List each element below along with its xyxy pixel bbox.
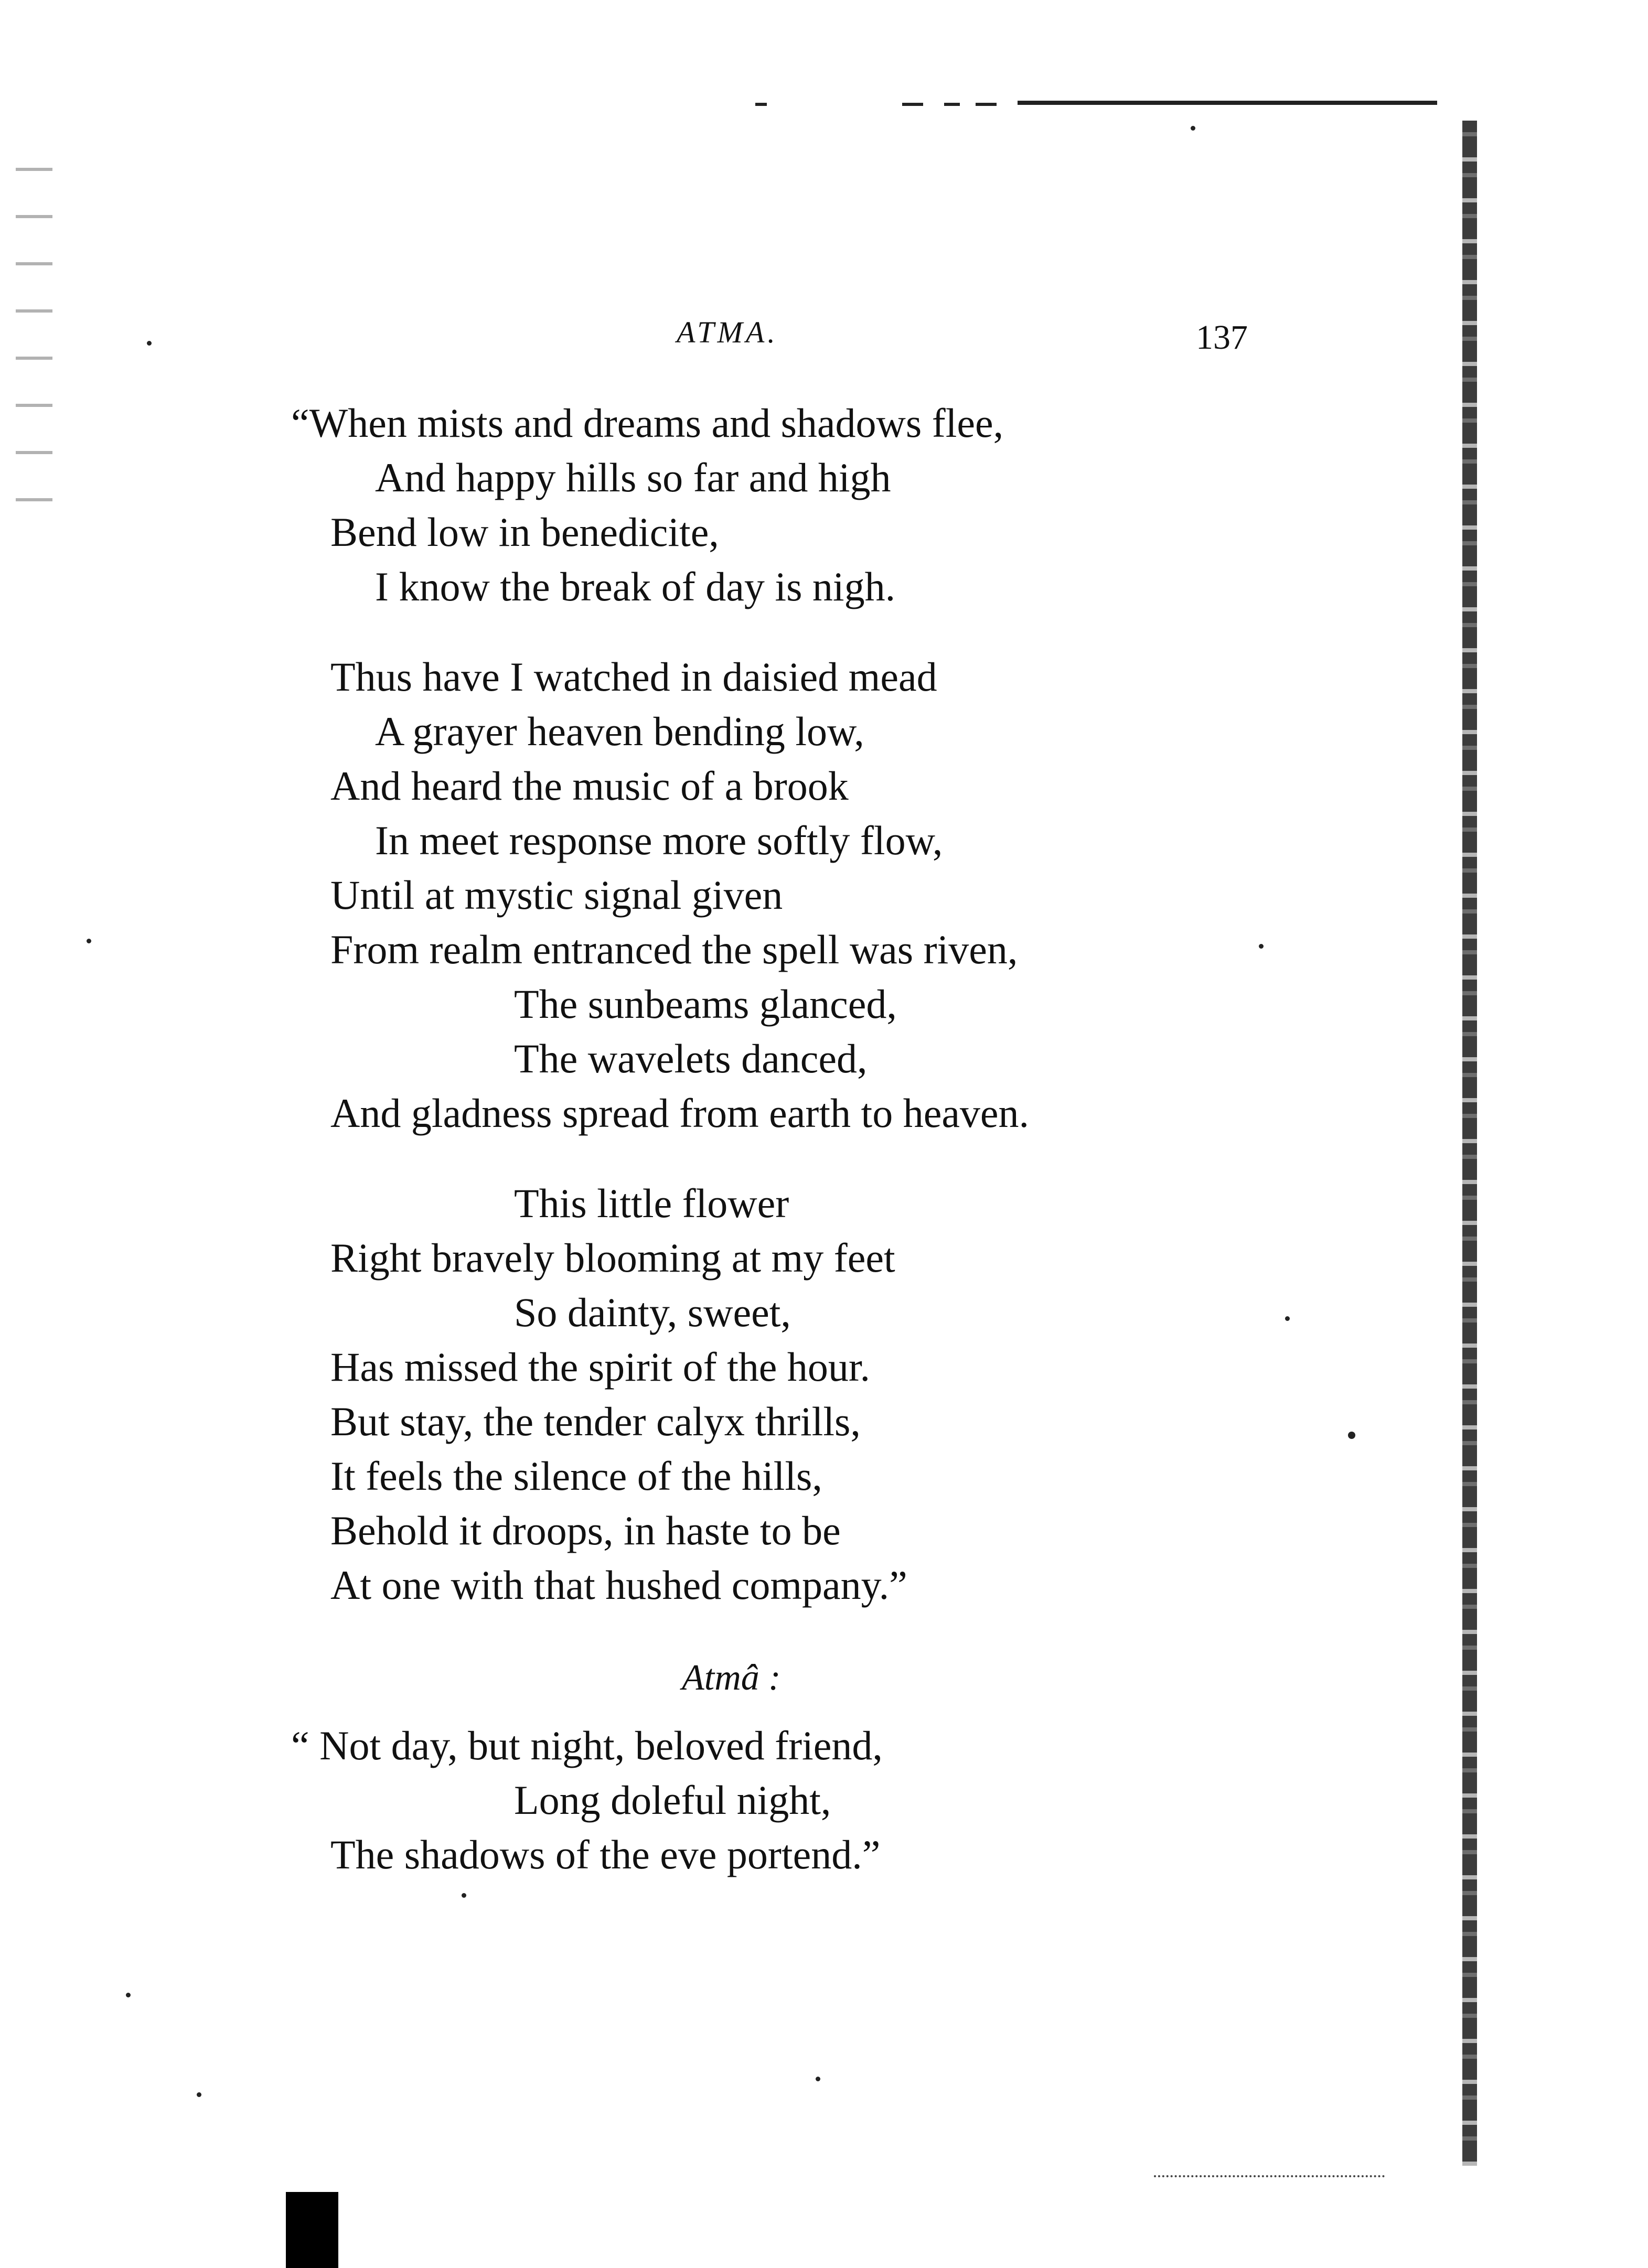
page-number: 137	[1196, 318, 1248, 357]
poem-line: “ Not day, but night, beloved friend,	[291, 1723, 883, 1768]
poem-line: The wavelets danced,	[514, 1036, 868, 1081]
poem-line: The shadows of the eve portend.”	[330, 1832, 881, 1877]
poem-line: Bend low in benedicite,	[330, 509, 719, 555]
poem-line: Until at mystic signal given	[330, 872, 783, 918]
poem-line: And happy hills so far and high	[375, 455, 891, 500]
poem-line: It feels the silence of the hills,	[330, 1453, 822, 1499]
poem-line: Has missed the spirit of the hour.	[330, 1344, 871, 1390]
poem-line: Right bravely blooming at my feet	[330, 1235, 895, 1281]
poem-line: A grayer heaven bending low,	[375, 708, 864, 754]
poem-line: Long doleful night,	[514, 1777, 831, 1823]
poem-line: And gladness spread from earth to heaven.	[330, 1090, 1030, 1136]
poem-line: Behold it droops, in haste to be	[330, 1508, 841, 1553]
poem-line: “When mists and dreams and shadows flee,	[291, 400, 1004, 446]
poem-line: So dainty, sweet,	[514, 1289, 791, 1335]
poem-line: In meet response more softly flow,	[375, 818, 943, 863]
poem-line: At one with that hushed company.”	[330, 1562, 907, 1608]
running-title: ATMA.	[677, 315, 778, 349]
poem-line: I know the break of day is nigh.	[375, 564, 896, 609]
speaker-label: Atmâ :	[682, 1658, 781, 1698]
poem-line: This little flower	[514, 1180, 789, 1226]
poem-line: From realm entranced the spell was riven,	[330, 927, 1018, 972]
poem-line: Thus have I watched in daisied mead	[330, 654, 937, 700]
poem-line: And heard the music of a brook	[330, 763, 849, 809]
poem-line: But stay, the tender calyx thrills,	[330, 1399, 861, 1444]
poem-line: The sunbeams glanced,	[514, 981, 897, 1027]
